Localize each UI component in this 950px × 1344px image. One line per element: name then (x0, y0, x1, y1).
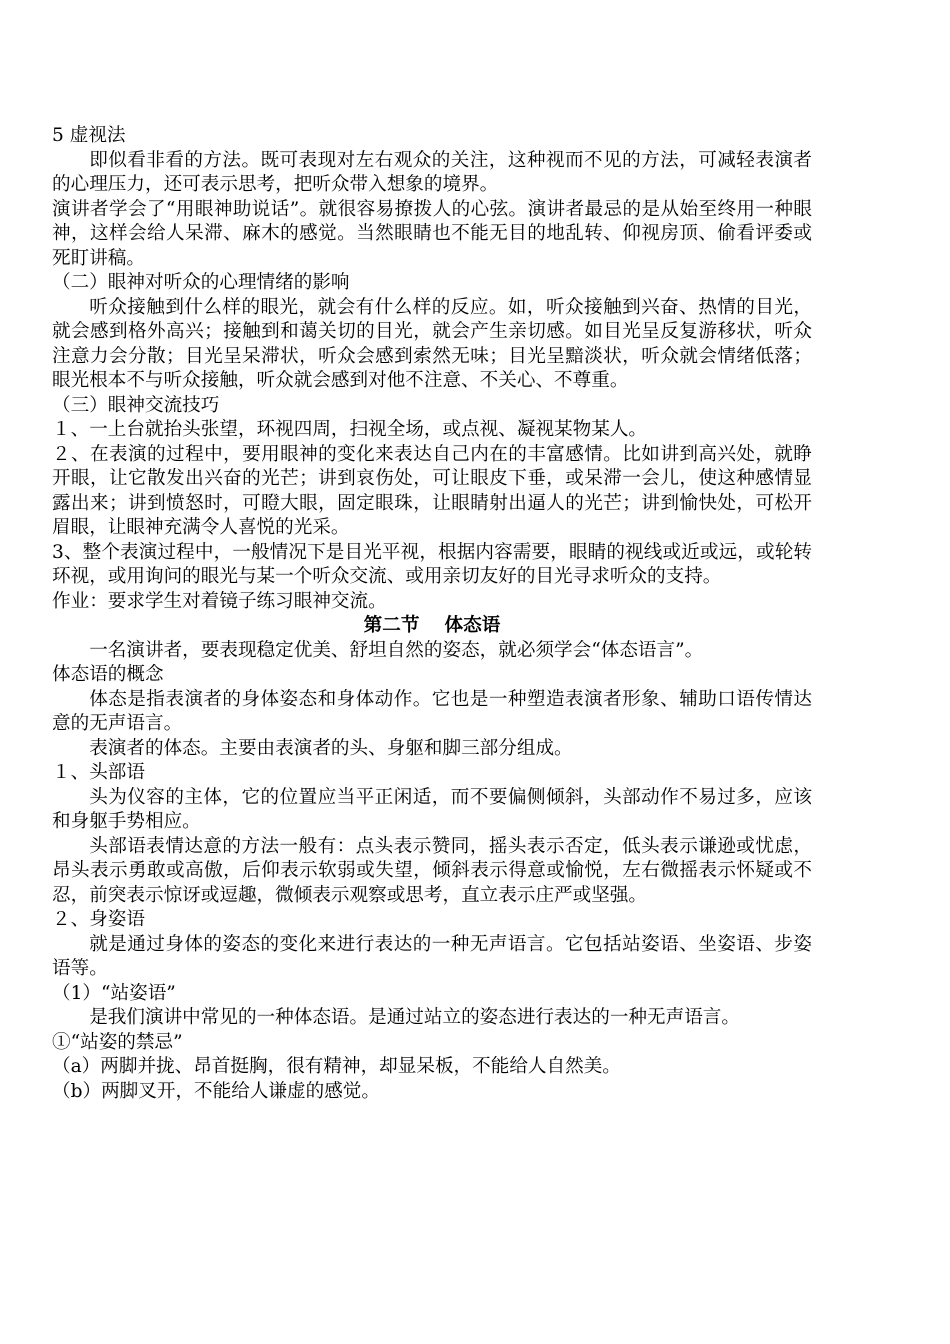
list-item: ２、在表演的过程中，要用眼神的变化来表达自己内在的丰富感情。比如讲到高兴处，就睁开眼，让它散发出兴奋的光芒；讲到哀伤处，可让眼皮下垂，或呆滞一会儿，使这种感情显露出来；讲到愤怒时，可瞪大眼，固定眼珠，让眼睛射出逼人的光芒；讲到愉快处，可松开眉眼，让眼神充满令人喜悦的光采。 (52, 443, 812, 538)
section-heading: 第二节 体态语 (363, 615, 501, 636)
paragraph: 头部语表情达意的方法一般有：点头表示赞同，摇头表示否定，低头表示谦逊或忧虑，昂头表示勇敢或高傲，后仰表示软弱或失望，倾斜表示得意或愉悦，左右微摇表示怀疑或不忍，前突表示惊讶或逗趣，微倾表示观察或思考，直立表示庄严或坚强。 (52, 835, 812, 906)
paragraph: 听众接触到什么样的眼光，就会有什么样的反应。如，听众接触到兴奋、热情的目光，就会感到格外高兴；接触到和蔼关切的目光，就会产生亲切感。如目光呈反复游移状，听众注意力会分散；目光呈呆滞状，听众会感到索然无味；目光呈黯淡状，听众就会情绪低落；眼光根本不与听众接触，听众就会感到对他不注意、不关心、不尊重。 (52, 296, 812, 391)
subheading-standing: （1）“站姿语” (52, 982, 176, 1004)
paragraph: 即似看非看的方法。既可表现对左右观众的关注，这种视而不见的方法，可减轻表演者的心理压力，还可表示思考，把听众带入想象的境界。 (52, 149, 812, 195)
paragraph: 演讲者学会了“用眼神助说话”。就很容易撩拨人的心弦。演讲者最忌的是从始至终用一种眼神，这样会给人呆滞、麻木的感觉。当然眼睛也不能无目的地乱转、仰视房顶、偷看评委或死盯讲稿。 (52, 198, 812, 269)
subheading-body: ２、身姿语 (52, 909, 145, 930)
list-item: 3、整个表演过程中，一般情况下是目光平视，根据内容需要，眼睛的视线或近或远，或轮转环视，或用询问的眼光与某一个听众交流、或用亲切友好的目光寻求听众的支持。 (52, 541, 812, 587)
list-item: １、一上台就抬头张望，环视四周，扫视全场，或点视、凝视某物某人。 (52, 419, 648, 440)
paragraph: 是我们演讲中常见的一种体态语。是通过站立的姿态进行表达的一种无声语言。 (89, 1007, 740, 1028)
subheading-taboo: ①“站姿的禁忌” (52, 1031, 183, 1053)
subheading-section-2: （二）眼神对听众的心理情绪的影响 (52, 272, 350, 293)
subheading-xushi: 5 虚视法 (52, 125, 126, 146)
paragraph: 表演者的体态。主要由表演者的头、身躯和脚三部分组成。 (89, 737, 573, 759)
paragraph: 头为仪容的主体，它的位置应当平正闲适，而不要偏侧倾斜，头部动作不易过多，应该和身躯手势相应。 (52, 786, 812, 832)
list-item: （a）两脚并拢、昂首挺胸，很有精神，却显呆板，不能给人自然美。 (52, 1056, 621, 1077)
subheading-concept: 体态语的概念 (52, 664, 164, 685)
paragraph: 体态是指表演者的身体姿态和身体动作。它也是一种塑造表演者形象、辅助口语传情达意的无声语言。 (52, 688, 812, 734)
document-page (52, 124, 812, 1104)
homework: 作业：要求学生对着镜子练习眼神交流。 (52, 590, 387, 612)
paragraph: 就是通过身体的姿态的变化来进行表达的一种无声语言。它包括站姿语、坐姿语、步姿语等。 (52, 933, 812, 979)
list-item: （b）两脚叉开，不能给人谦虚的感觉。 (52, 1080, 380, 1102)
subheading-section-3: （三）眼神交流技巧 (52, 394, 220, 416)
paragraph: 一名演讲者，要表现稳定优美、舒坦自然的姿态，就必须学会“体态语言”。 (89, 639, 704, 661)
subheading-head: １、头部语 (52, 762, 145, 783)
